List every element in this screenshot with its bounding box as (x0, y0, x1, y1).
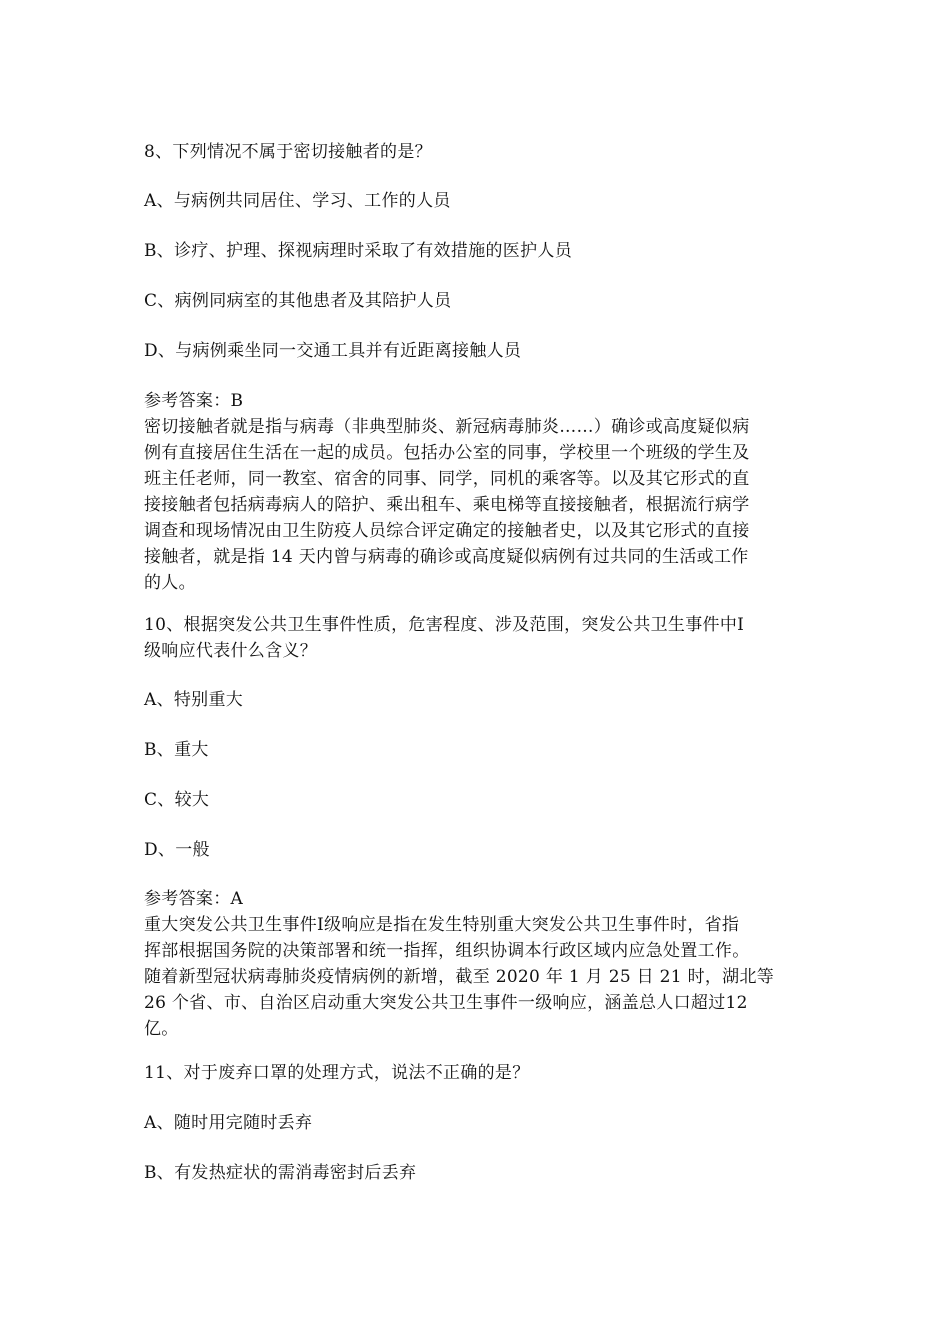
q11-option-b: B、有发热症状的需消毒密封后丢弃 (144, 1163, 417, 1183)
q10-explanation-line: 随着新型冠状病毒肺炎疫情病例的新增，截至 2020 年 1 月 25 日 21 时，湖北等 (144, 967, 775, 987)
q8-option-d: D、与病例乘坐同一交通工具并有近距离接触人员 (144, 341, 522, 361)
q8-explanation-line: 调查和现场情况由卫生防疫人员综合评定确定的接触者史，以及其它形式的直接 (144, 521, 750, 541)
q8-explanation-line: 例有直接居住生活在一起的成员。包括办公室的同事，学校里一个班级的学生及 (144, 443, 750, 463)
q8-explanation-line: 接触者，就是指 14 天内曾与病毒的确诊或高度疑似病例有过共同的生活或工作 (144, 547, 749, 567)
q11-option-a: A、随时用完随时丢弃 (144, 1113, 313, 1133)
question-10-line: 10、根据突发公共卫生事件性质，危害程度、涉及范围，突发公共卫生事件中Ⅰ (144, 615, 745, 635)
question-10-line: 级响应代表什么含义？ (144, 641, 317, 661)
q8-explanation-line: 接接触者包括病毒病人的陪护、乘出租车、乘电梯等直接接触者，根据流行病学 (144, 495, 750, 515)
q8-option-c: C、病例同病室的其他患者及其陪护人员 (144, 291, 452, 311)
q8-option-b: B、诊疗、护理、探视病理时采取了有效措施的医护人员 (144, 241, 572, 261)
q10-option-a: A、特别重大 (144, 690, 244, 710)
q10-explanation-line: 亿。 (144, 1019, 179, 1039)
q10-option-b: B、重大 (144, 740, 209, 760)
q8-answer: 参考答案：B (144, 391, 244, 411)
q8-explanation-line: 密切接触者就是指与病毒（非典型肺炎、新冠病毒肺炎……）确诊或高度疑似病 (144, 417, 750, 437)
q10-option-d: D、一般 (144, 840, 210, 860)
question-8: 8、下列情况不属于密切接触者的是？ (144, 142, 432, 162)
question-11: 11、对于废弃口罩的处理方式，说法不正确的是？ (144, 1063, 530, 1083)
q10-explanation-line: 重大突发公共卫生事件Ⅰ级响应是指在发生特别重大突发公共卫生事件时，省指 (144, 915, 740, 935)
q10-answer: 参考答案：A (144, 889, 244, 909)
q10-explanation-line: 挥部根据国务院的决策部署和统一指挥，组织协调本行政区域内应急处置工作。 (144, 941, 750, 961)
q8-explanation-line: 班主任老师，同一教室、宿舍的同事、同学，同机的乘客等。以及其它形式的直 (144, 469, 750, 489)
q10-explanation-line: 26 个省、市、自治区启动重大突发公共卫生事件一级响应，涵盖总人口超过12 (144, 993, 748, 1013)
q8-option-a: A、与病例共同居住、学习、工作的人员 (144, 191, 451, 211)
q8-explanation-line: 的人。 (144, 573, 196, 593)
q10-option-c: C、较大 (144, 790, 210, 810)
